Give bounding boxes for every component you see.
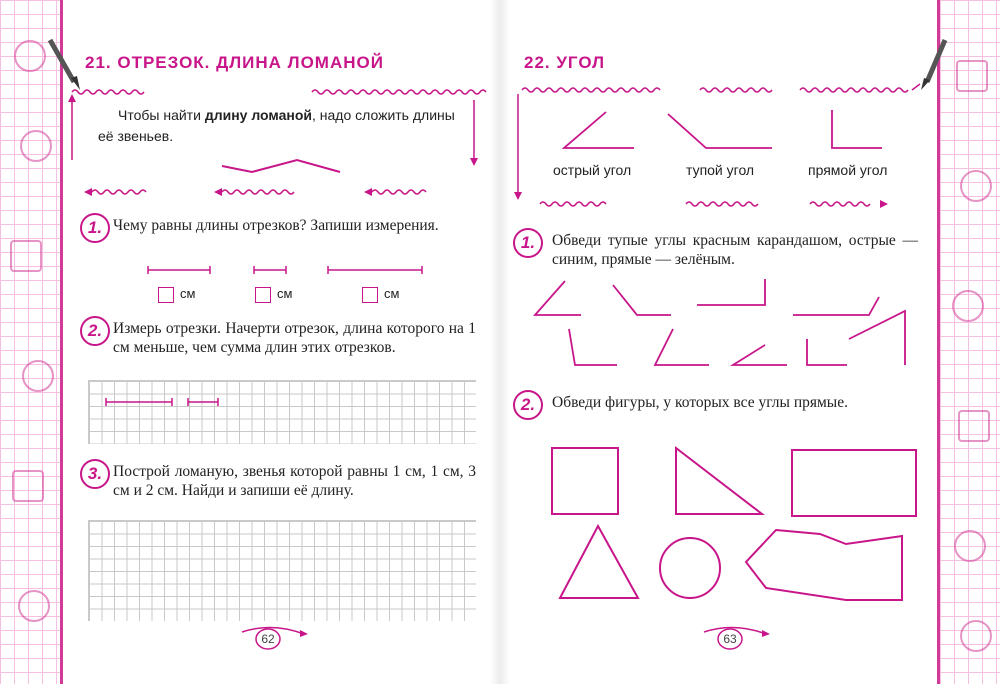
answer-box[interactable]: см [362,286,399,303]
figures-exercise[interactable] [540,440,925,610]
angles-exercise[interactable] [525,275,915,375]
task-text: Обведи фигуры, у которых все углы прямые. [552,394,848,411]
answer-box[interactable]: см [158,286,195,303]
measure-segments [140,262,440,278]
given-segments [100,396,230,408]
rule-text: Чтобы найти длину ломаной, надо сложить длины её звеньев. [98,107,455,144]
task-number: 2. [80,316,110,346]
section-title: 21. ОТРЕЗОК. ДЛИНА ЛОМАНОЙ [85,53,384,72]
answer-box[interactable]: см [255,286,292,303]
task-text: Чему равны длины отрезков? Запиши измерения. [113,217,439,234]
angle-types-frame [510,78,930,213]
drawing-grid[interactable] [88,520,476,621]
right-decorative-margin [940,0,1000,684]
drawing-grid[interactable] [88,380,476,444]
task-number: 1. [80,213,110,243]
task-text: Построй ломаную, звенья которой равны 1 см, 1 см, 3 см и 2 см. Найди и запиши её длину. [113,463,476,499]
page-number: 62 [261,632,275,646]
task-number: 2. [513,390,543,420]
angle-label: тупой угол [686,162,755,178]
task-text: Измерь отрезки. Начерти отрезок, длина которого на 1 см меньше, чем сумма длин этих отрезков. [113,320,476,356]
section-title: 22. УГОЛ [524,53,606,72]
book-spine [490,0,510,684]
angle-label: прямой угол [808,162,888,178]
left-decorative-margin [0,0,60,684]
task-number: 3. [80,459,110,489]
angle-label: острый угол [553,162,632,178]
task-number: 1. [513,228,543,258]
task-text: Обведи тупые углы красным карандашом, острые — синим, прямые — зелёным. [552,232,918,268]
page-number: 63 [723,632,737,646]
